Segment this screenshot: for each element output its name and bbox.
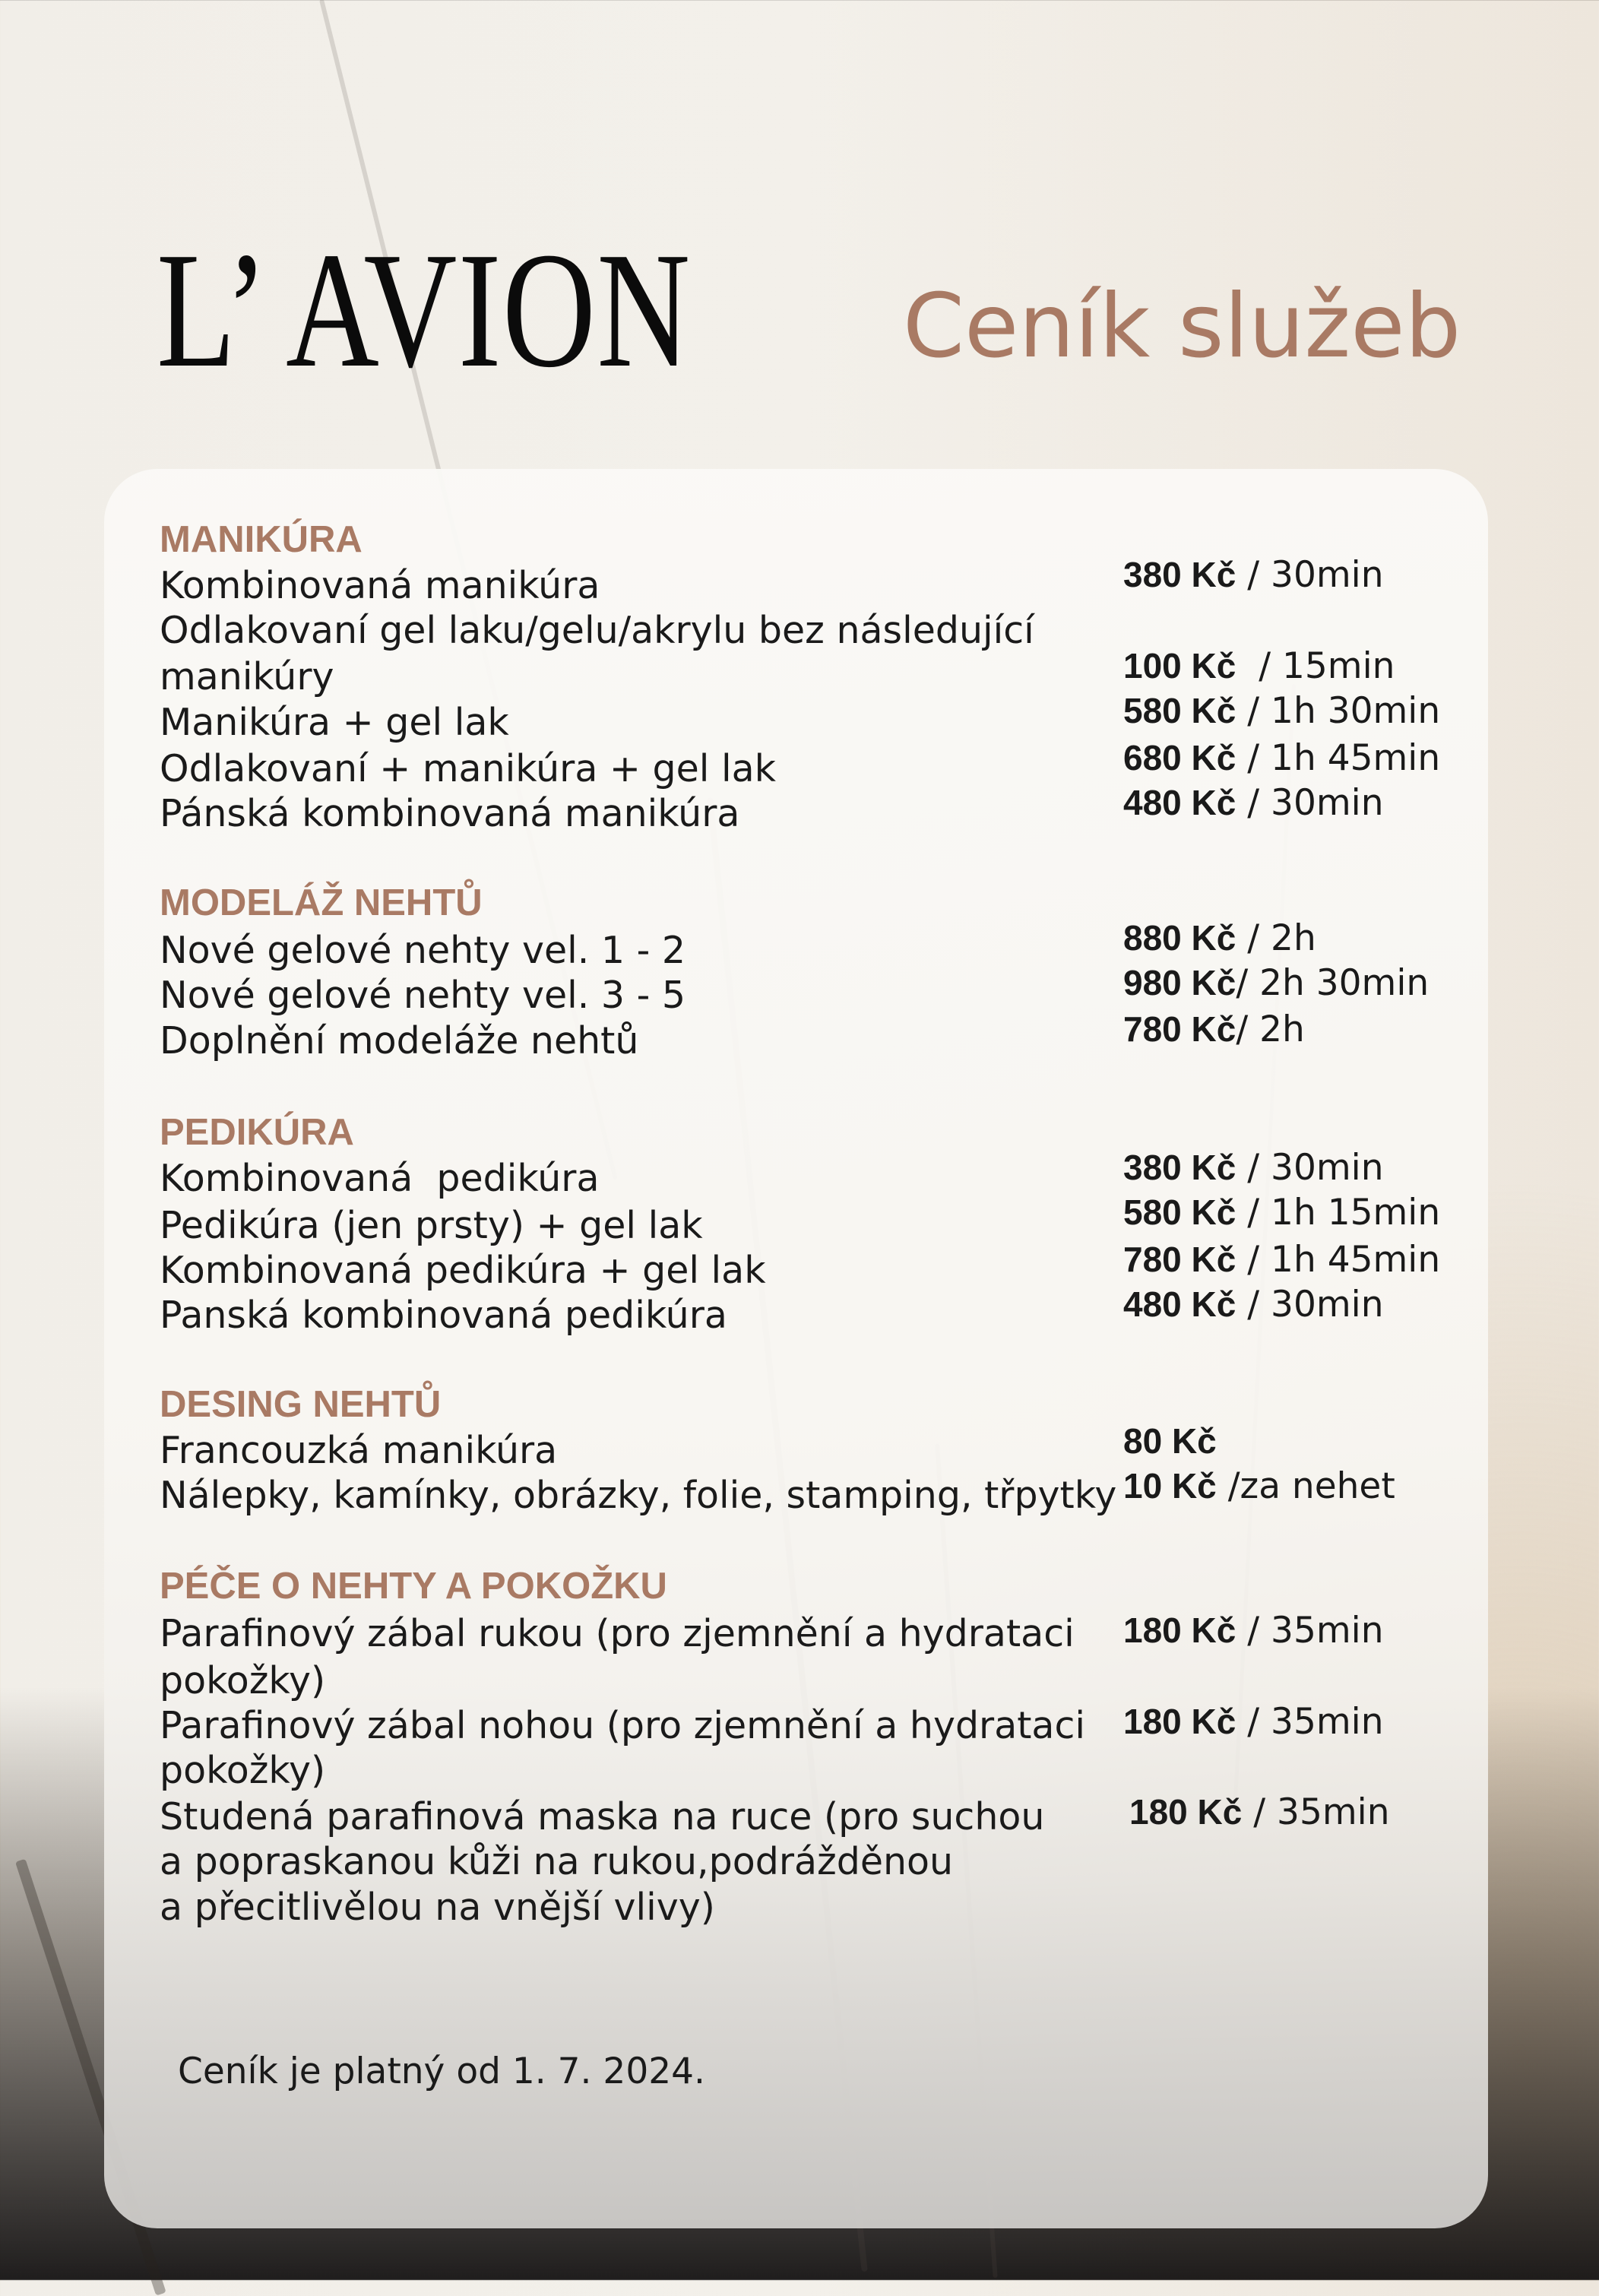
service-item: Nové gelové nehty vel. 1 - 2 <box>160 929 686 972</box>
service-price <box>1123 1418 1217 1464</box>
price-duration: / 30min <box>1236 554 1384 596</box>
price-amount: 580 Kč <box>1123 1192 1236 1232</box>
service-item: Kombinovaná pedikúra + gel lak <box>160 1249 766 1292</box>
price-amount: 180 Kč <box>1123 1610 1236 1650</box>
service-price <box>1123 643 1395 689</box>
price-amount: 380 Kč <box>1123 555 1236 594</box>
service-price <box>1123 688 1440 733</box>
service-price <box>1123 1145 1384 1190</box>
price-duration: / 2h <box>1236 917 1316 959</box>
price-duration: / 1h 30min <box>1236 690 1441 732</box>
page-subtitle: Ceník služeb <box>903 275 1461 378</box>
section-heading-pece: PÉČE O NEHTY A POKOŽKU <box>160 1566 667 1607</box>
service-price <box>1123 960 1429 1005</box>
service-price <box>1123 552 1384 597</box>
service-item: pokožky) <box>160 1749 326 1792</box>
service-item: Panská kombinovaná pedikúra <box>160 1294 727 1337</box>
price-duration: / 35min <box>1236 1610 1384 1652</box>
price-duration: / 1h 45min <box>1236 1239 1441 1281</box>
service-item: Studená parafinová maska na ruce (pro suchou <box>160 1795 1045 1838</box>
service-item: Parafinový zábal nohou (pro zjemnění a hydrataci <box>160 1704 1086 1747</box>
service-item: Kombinovaná pedikúra <box>160 1157 600 1200</box>
service-price <box>1123 1189 1440 1235</box>
service-item: a přecitlivělou na vnější vlivy) <box>160 1886 715 1929</box>
section-heading-desing: DESING NEHTŮ <box>160 1384 442 1425</box>
price-amount: 780 Kč <box>1123 1240 1236 1279</box>
service-item: Odlakovaní + manikúra + gel lak <box>160 747 777 790</box>
price-duration: / 2h <box>1236 1009 1305 1050</box>
service-price <box>1123 1463 1395 1509</box>
section-heading-modelaz: MODELÁŽ NEHTŮ <box>160 882 483 923</box>
service-item: Parafinový zábal rukou (pro zjemnění a hydrataci <box>160 1612 1075 1655</box>
price-amount: 580 Kč <box>1123 691 1236 730</box>
section-heading-pedikura: PEDIKÚRA <box>160 1112 354 1153</box>
price-amount: 680 Kč <box>1123 738 1236 777</box>
price-amount: 880 Kč <box>1123 918 1236 958</box>
price-amount: 980 Kč <box>1123 963 1236 1002</box>
service-price <box>1123 1006 1305 1052</box>
price-amount: 380 Kč <box>1123 1148 1236 1187</box>
service-item: a popraskanou kůži na rukou,podrážděnou <box>160 1840 954 1883</box>
service-price <box>1129 1789 1390 1835</box>
service-item: Odlakovaní gel laku/gelu/akrylu bez následující <box>160 609 1034 652</box>
price-duration: / 2h 30min <box>1236 962 1430 1004</box>
price-duration: / 35min <box>1242 1791 1390 1833</box>
service-item: Pedikúra (jen prsty) + gel lak <box>160 1204 703 1247</box>
price-duration: / 30min <box>1236 1147 1384 1189</box>
service-price <box>1123 1237 1440 1282</box>
price-duration: / 30min <box>1236 1284 1384 1325</box>
service-price <box>1123 780 1384 825</box>
service-item: pokožky) <box>160 1659 326 1702</box>
service-price <box>1123 1281 1384 1327</box>
price-amount: 100 Kč <box>1123 646 1236 686</box>
price-amount: 180 Kč <box>1129 1792 1243 1832</box>
price-amount: 480 Kč <box>1123 783 1236 822</box>
service-item: manikúry <box>160 655 334 698</box>
section-heading-manikura: MANIKÚRA <box>160 519 363 560</box>
service-item: Manikúra + gel lak <box>160 701 509 744</box>
service-item: Nové gelové nehty vel. 3 - 5 <box>160 974 686 1017</box>
brand-title: L’ AVION <box>157 219 692 402</box>
price-duration: / 35min <box>1236 1701 1384 1743</box>
price-duration: / 1h 45min <box>1236 737 1441 779</box>
price-duration: / 30min <box>1236 782 1384 824</box>
service-item: Nálepky, kamínky, obrázky, folie, stamping, třpytky <box>160 1474 1117 1517</box>
service-item: Doplnění modeláže nehtů <box>160 1019 639 1062</box>
service-price <box>1123 1607 1384 1653</box>
price-duration: / 15min <box>1236 645 1395 687</box>
price-duration: /za nehet <box>1216 1465 1395 1507</box>
service-item: Pánská kombinovaná manikúra <box>160 792 740 835</box>
price-amount: 780 Kč <box>1123 1009 1236 1049</box>
service-item: Kombinovaná manikúra <box>160 564 600 607</box>
price-amount: 10 Kč <box>1123 1466 1217 1506</box>
validity-note: Ceník je platný od 1. 7. 2024. <box>178 2051 705 2092</box>
service-item: Francouzká manikúra <box>160 1429 558 1472</box>
price-amount: 180 Kč <box>1123 1702 1236 1741</box>
service-price <box>1123 1699 1384 1744</box>
service-price <box>1123 915 1316 961</box>
service-price <box>1123 735 1440 781</box>
price-amount: 480 Kč <box>1123 1284 1236 1324</box>
price-duration: / 1h 15min <box>1236 1192 1441 1234</box>
price-amount: 80 Kč <box>1123 1421 1217 1461</box>
